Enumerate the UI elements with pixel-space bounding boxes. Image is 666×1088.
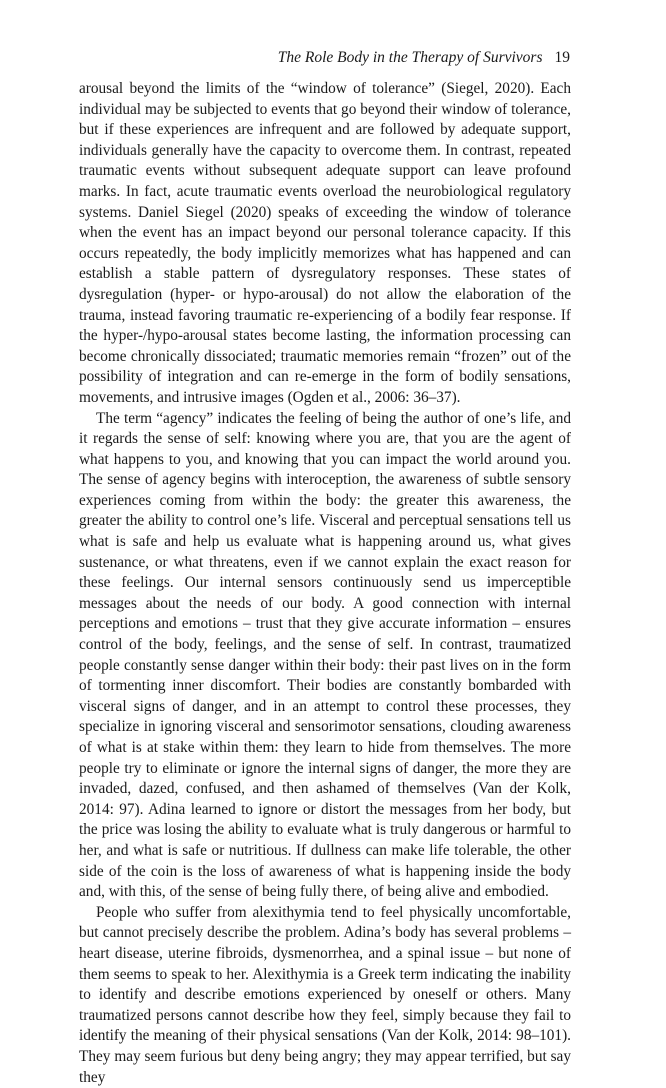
paragraph-alexithymia: People who suffer from alexithymia tend to feel physically uncomfortable, but cannot precisely describe the problem. Adina’s body has several problems – heart disease, uterine fibroids, dysmenorrhea, and a spinal issue – but none of them seems to speak to her. Alexithymia is a Greek term indicating the inability to identify and describe emotions experienced by oneself or others. Many traumatized persons cannot describe how they feel, simply because they fail to identify the meaning of their physical sensations (Van der Kolk, 2014: 98–101). They may seem furious but deny being angry; they may appear terrified, but say they <box>79 903 571 1086</box>
running-title: The Role Body in the Therapy of Survivors <box>277 49 543 66</box>
paragraph-continued: arousal beyond the limits of the “window of tolerance” (Siegel, 2020). Each individual may be subjected to events that go beyond their window of tolerance, but if these experiences are infrequent and are followed by adequate support, individuals generally have the capacity to overcome them. In contrast, repeated traumatic events without subsequent adequate support can leave profound marks. In fact, acute traumatic events overload the neurobiological regulatory systems. Daniel Siegel (2020) speaks of exceeding the window of tolerance when the event has an impact beyond our personal tolerance capacity. If this occurs repeatedly, the body implicitly memorizes what has happened and can establish a stable pattern of dysregulatory responses. These states of dysregulation (hyper- or hypo-arousal) do not allow the elaboration of the trauma, instead favoring traumatic re-experiencing of a bodily fear response. If the hyper-/hypo-arousal states become lasting, the information processing can become chronically dissociated; traumatic memories remain “frozen” out of the possibility of integration and can re-emerge in the form of bodily sensations, movements, and intrusive images (Ogden et al., 2006: 36–37). <box>79 80 571 406</box>
body-text <box>79 79 571 1088</box>
running-head <box>278 48 570 68</box>
page-number: 19 <box>554 49 570 66</box>
paragraph-agency: The term “agency” indicates the feeling of being the author of one’s life, and it regards the sense of self: knowing where you are, that you are the agent of what happens to you, and knowing that you can impact the world around you. The sense of agency begins with interoception, the awareness of subtle sensory experiences coming from within the body: the greater this awareness, the greater the ability to control one’s life. Visceral and perceptual sensations tell us what is safe and help us evaluate what is happening around us, what gives sustenance, or what threatens, even if we cannot explain the exact reason for these feelings. Our internal sensors continuously send us imperceptible messages about the needs of our body. A good connection with internal perceptions and emotions – trust that they give accurate information – ensures control of the body, feelings, and the sense of self. In contrast, traumatized people constantly sense danger within their body: their past lives on in the form of tormenting inner discomfort. Their bodies are constantly bombarded with visceral signs of danger, and in an attempt to control these processes, they specialize in ignoring visceral and sensorimotor sensations, clouding awareness of what is at stake within them: they learn to hide from themselves. The more people try to eliminate or ignore the internal signs of danger, the more they are invaded, dazed, confused, and then ashamed of themselves (Van der Kolk, 2014: 97). Adina learned to ignore or distort the messages from her body, but the price was losing the ability to evaluate what is truly dangerous or harmful to her, and what is safe or nutritious. If dullness can make life tolerable, the other side of the coin is the loss of awareness of what is happening inside the body and, with this, of the sense of being fully there, of being alive and embodied. <box>79 409 571 901</box>
